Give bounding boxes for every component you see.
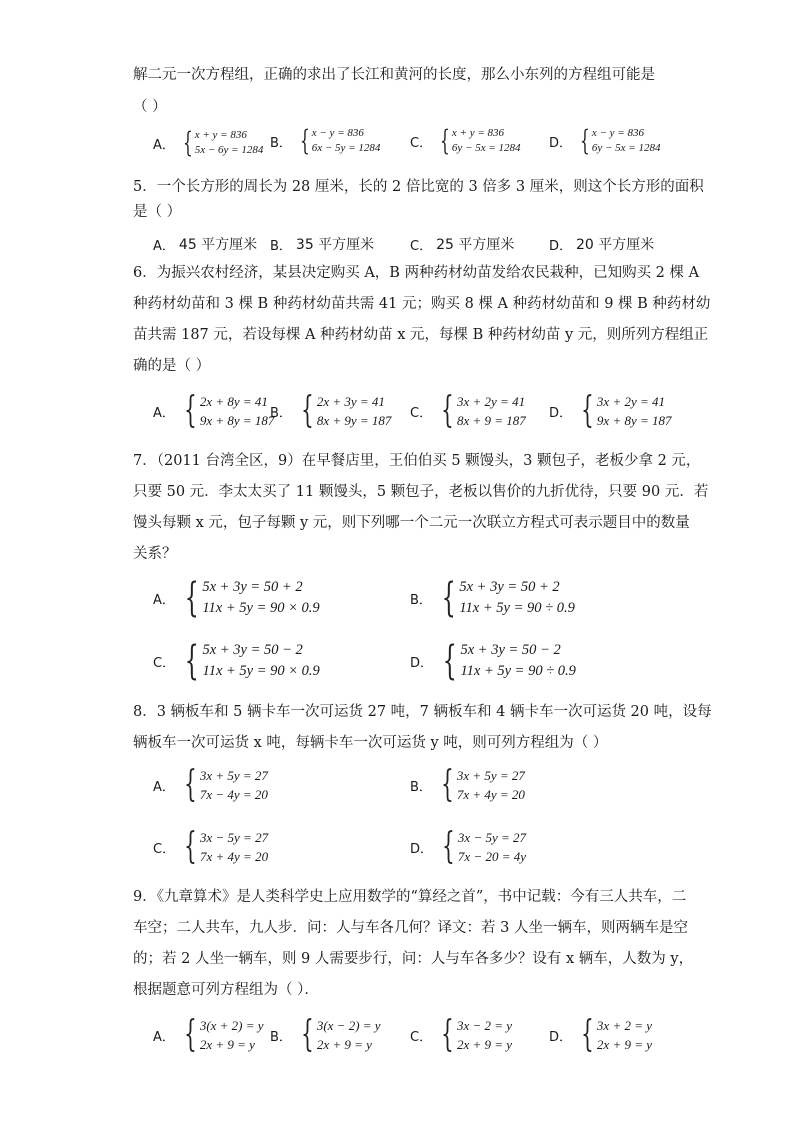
- q9-option-c[interactable]: C． { 3x − 2 = y 2x + 9 = y: [410, 1014, 513, 1055]
- q5-option-b[interactable]: B． 35 平方厘米: [270, 237, 375, 254]
- q9-stem-line4: 根据题意可列方程组为（ ）．: [133, 982, 319, 998]
- q7-option-c[interactable]: C． { 5x + 3y = 50 − 2 11x + 5y = 90 × 0.9: [153, 638, 320, 684]
- q5-option-c[interactable]: C． 25 平方厘米: [410, 237, 515, 254]
- q4-option-c[interactable]: C． { x + y = 836 6y − 5x = 1284: [410, 124, 521, 157]
- q4-option-d[interactable]: D． { x − y = 836 6y − 5x = 1284: [549, 124, 661, 157]
- q8-option-d[interactable]: D． { 3x − 5y = 27 7x − 20 = 4y: [410, 826, 527, 867]
- q8-option-a[interactable]: A． { 3x + 5y = 27 7x − 4y = 20: [153, 764, 268, 805]
- q4-option-a[interactable]: A． { x + y = 836 5x − 6y = 1284: [153, 126, 264, 159]
- q9-stem-line1: 9．《九章算术》是人类科学史上应用数学的“算经之首”，书中记载：今有三人共车，二: [133, 889, 687, 905]
- q6-stem-line3: 苗共需 187 元，若设每棵 A 种药材幼苗 x 元，每棵 B 种药材幼苗 y 元，则所列方程组正: [133, 327, 709, 343]
- q5-stem-line2: 是（ ）: [133, 204, 182, 220]
- q9-option-a[interactable]: A． { 3(x + 2) = y 2x + 9 = y: [153, 1014, 264, 1055]
- q6-option-c[interactable]: C． { 3x + 2y = 41 8x + 9 = 187: [410, 390, 526, 431]
- q7-option-b[interactable]: B． { 5x + 3y = 50 + 2 11x + 5y = 90 ÷ 0.9: [410, 575, 575, 621]
- q9-option-d[interactable]: D． { 3x + 2 = y 2x + 9 = y: [549, 1014, 653, 1055]
- q7-option-a[interactable]: A． { 5x + 3y = 50 + 2 11x + 5y = 90 × 0.9: [153, 575, 320, 621]
- q6-stem-line1: 6．为振兴农村经济，某县决定购买 A，B 两种药材幼苗发给农民栽种，已知购买 2 棵 A: [133, 265, 700, 281]
- q8-stem-line1: 8．3 辆板车和 5 辆卡车一次可运货 27 吨，7 辆板车和 4 辆卡车一次可运货 20 吨，设每: [133, 704, 712, 720]
- q4-option-b[interactable]: B． { x − y = 836 6x − 5y = 1284: [270, 124, 381, 157]
- q7-stem-line3: 馒头每颗 x 元，包子每颗 y 元，则下列哪一个二元一次联立方程式可表示题目中的数量: [133, 515, 690, 531]
- q8-stem-line2: 辆板车一次可运货 x 吨，每辆卡车一次可运货 y 吨，则可列方程组为（ ）: [133, 735, 608, 751]
- q9-option-b[interactable]: B． { 3(x − 2) = y 2x + 9 = y: [270, 1014, 381, 1055]
- q4-stem-line1: 解二元一次方程组，正确的求出了长江和黄河的长度，那么小东列的方程组可能是: [133, 67, 655, 83]
- q6-stem-line4: 确的是（ ）: [133, 358, 211, 374]
- q7-stem-line1: 7．（2011 台湾全区，9）在早餐店里，王伯伯买 5 颗馒头，3 颗包子，老板少拿 2 元，: [133, 453, 701, 469]
- q9-stem-line3: 的；若 2 人坐一辆车，则 9 人需要步行，问：人与车各多少？设有 x 辆车，人数为 y，: [133, 951, 694, 967]
- q7-option-d[interactable]: D． { 5x + 3y = 50 − 2 11x + 5y = 90 ÷ 0.9: [410, 638, 576, 684]
- q6-option-b[interactable]: B． { 2x + 3y = 41 8x + 9y = 187: [270, 390, 392, 431]
- q8-option-b[interactable]: B． { 3x + 5y = 27 7x + 4y = 20: [410, 764, 525, 805]
- q5-option-d[interactable]: D． 20 平方厘米: [549, 237, 655, 254]
- q9-stem-line2: 车空；二人共车，九人步．问：人与车各几何？译文：若 3 人坐一辆车，则两辆车是空: [133, 920, 688, 936]
- q5-option-a[interactable]: A． 45 平方厘米: [153, 237, 258, 254]
- q5-stem-line1: 5．一个长方形的周长为 28 厘米，长的 2 倍比宽的 3 倍多 3 厘米，则这个长方形的面积: [133, 179, 704, 195]
- q8-option-c[interactable]: C． { 3x − 5y = 27 7x + 4y = 20: [153, 826, 269, 867]
- q6-option-d[interactable]: D． { 3x + 2y = 41 9x + 8y = 187: [549, 390, 672, 431]
- q7-stem-line4: 关系？: [133, 546, 177, 562]
- q6-option-a[interactable]: A． { 2x + 8y = 41 9x + 8y = 187: [153, 390, 275, 431]
- q6-stem-line2: 种药材幼苗和 3 棵 B 种药材幼苗共需 41 元；购买 8 棵 A 种药材幼苗和 9 棵 B 种药材幼: [133, 296, 711, 312]
- q4-stem-line2: （ ）: [133, 99, 167, 115]
- q7-stem-line2: 只要 50 元．李太太买了 11 颗馒头，5 颗包子，老板以售价的九折优待，只要 90 元．若: [133, 484, 709, 500]
